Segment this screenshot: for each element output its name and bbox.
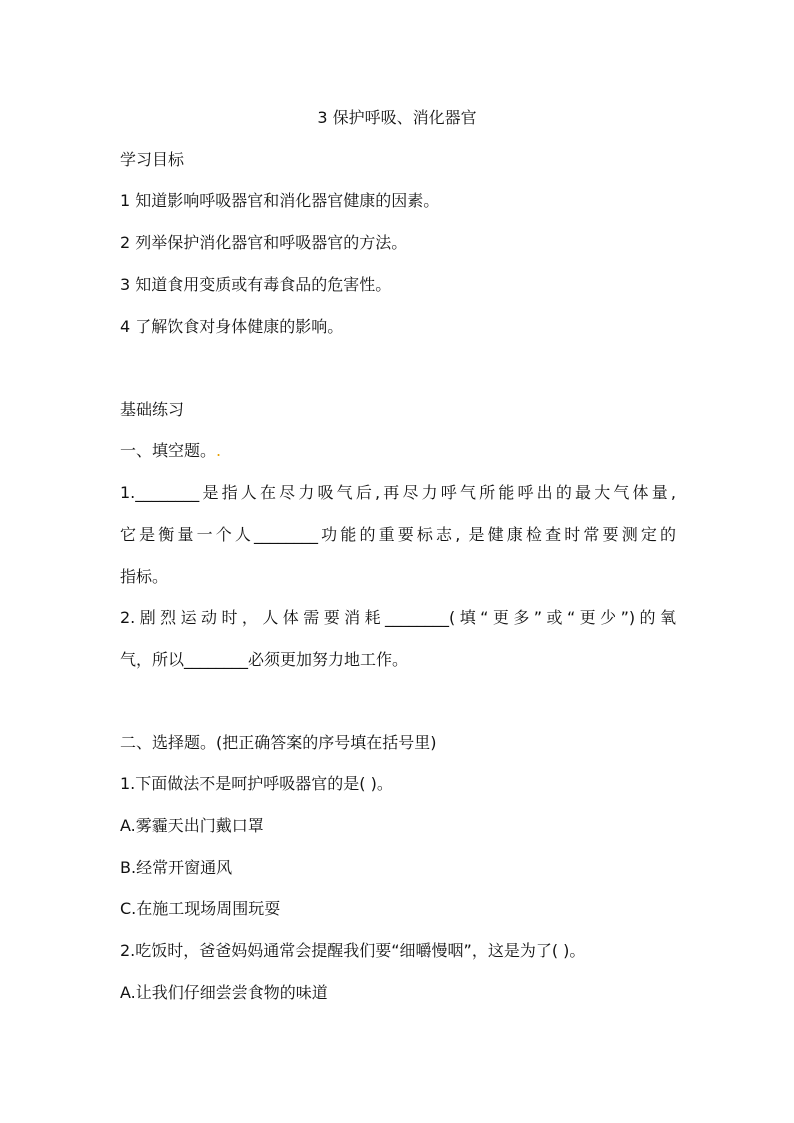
choice-question-1: 1.下面做法不是呵护呼吸器官的是( )。: [120, 774, 393, 793]
choice-option: B.经常开窗通风: [120, 858, 233, 877]
choice-option: A.让我们仔细尝尝食物的味道: [120, 983, 328, 1002]
choice-option: A.雾霾天出门戴口罩: [120, 816, 264, 835]
fill-blank-heading-mark: .: [216, 441, 222, 460]
fill-question-2-line-1: 2.剧烈运动时，人体需要消耗________(填“更多”或“更少”)的氧: [120, 608, 676, 627]
fill-blank-heading-text: 一、填空题。: [120, 441, 217, 460]
objectives-heading: 学习目标: [120, 150, 185, 169]
objective-item: 3 知道食用变质或有毒食品的危害性。: [120, 275, 392, 294]
basic-practice-heading: 基础练习: [120, 400, 185, 419]
fill-question-1-line-3: 指标。: [120, 567, 169, 586]
objective-item: 4 了解饮食对身体健康的影响。: [120, 317, 344, 336]
choice-option: C.在施工现场周围玩耍: [120, 899, 281, 918]
objective-item: 2 列举保护消化器官和呼吸器官的方法。: [120, 233, 408, 252]
fill-blank-heading: [120, 441, 221, 461]
choice-heading: 二、选择题。(把正确答案的序号填在括号里): [120, 733, 437, 752]
fill-question-1-line-1: 1.________是指人在尽力吸气后,再尽力呼气所能呼出的最大气体量,: [120, 483, 676, 502]
fill-question-1-line-2: 它是衡量一个人________功能的重要标志, 是健康检查时常要测定的: [120, 525, 676, 544]
fill-question-2-line-2: 气，所以________必须更加努力地工作。: [120, 650, 409, 669]
document-title: 3 保护呼吸、消化器官: [317, 108, 477, 127]
choice-question-2: 2.吃饭时，爸爸妈妈通常会提醒我们要“细嚼慢咽”，这是为了( )。: [120, 941, 586, 960]
objective-item: 1 知道影响呼吸器官和消化器官健康的因素。: [120, 191, 440, 210]
